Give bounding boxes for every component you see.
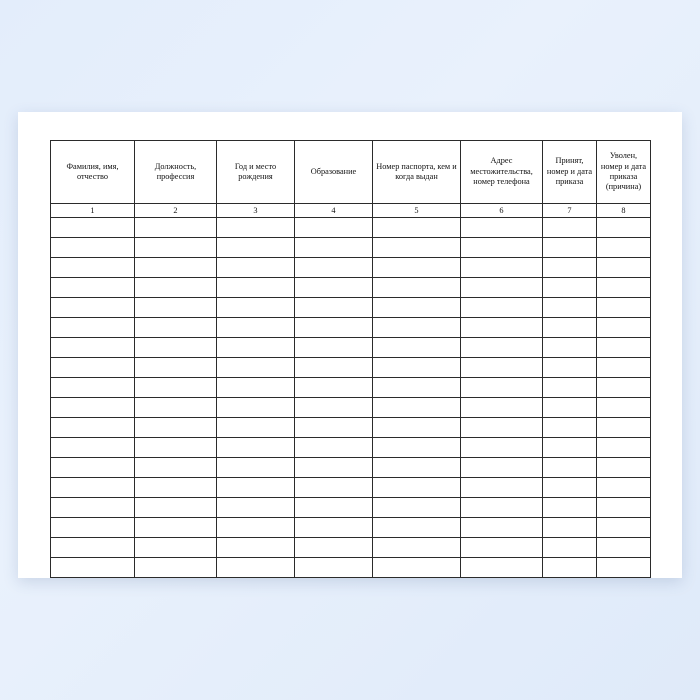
- column-number-8: 8: [597, 204, 651, 218]
- table-cell[interactable]: [461, 518, 543, 538]
- table-cell[interactable]: [373, 458, 461, 478]
- column-number-2: 2: [135, 204, 217, 218]
- table-cell[interactable]: [217, 518, 295, 538]
- table-cell[interactable]: [135, 538, 217, 558]
- table-row[interactable]: [51, 558, 651, 578]
- table-cell[interactable]: [373, 498, 461, 518]
- table-cell[interactable]: [543, 358, 597, 378]
- table-cell[interactable]: [295, 358, 373, 378]
- table-cell[interactable]: [597, 518, 651, 538]
- column-number-4: 4: [295, 204, 373, 218]
- table-cell[interactable]: [217, 238, 295, 258]
- table-cell[interactable]: [217, 258, 295, 278]
- table-cell[interactable]: [543, 418, 597, 438]
- table-cell[interactable]: [217, 478, 295, 498]
- table-header-row: [51, 141, 651, 204]
- table-cell[interactable]: [295, 218, 373, 238]
- table-cell[interactable]: [373, 418, 461, 438]
- table-cell[interactable]: [597, 538, 651, 558]
- column-header-hired: Принят, номер и дата приказа: [543, 141, 597, 204]
- table-cell[interactable]: [135, 458, 217, 478]
- table-cell[interactable]: [597, 458, 651, 478]
- table-row[interactable]: [51, 458, 651, 478]
- table-cell[interactable]: [543, 398, 597, 418]
- table-cell[interactable]: [51, 558, 135, 578]
- table-row[interactable]: [51, 238, 651, 258]
- table-cell[interactable]: [217, 418, 295, 438]
- table-cell[interactable]: [295, 538, 373, 558]
- table-cell[interactable]: [461, 338, 543, 358]
- table-cell[interactable]: [51, 458, 135, 478]
- table-cell[interactable]: [135, 478, 217, 498]
- table-cell[interactable]: [461, 218, 543, 238]
- table-cell[interactable]: [51, 238, 135, 258]
- table-cell[interactable]: [51, 478, 135, 498]
- table-cell[interactable]: [543, 238, 597, 258]
- table-cell[interactable]: [51, 338, 135, 358]
- table-cell[interactable]: [51, 318, 135, 338]
- table-cell[interactable]: [543, 258, 597, 278]
- table-cell[interactable]: [461, 318, 543, 338]
- table-cell[interactable]: [461, 358, 543, 378]
- table-cell[interactable]: [51, 298, 135, 318]
- table-cell[interactable]: [295, 418, 373, 438]
- table-cell[interactable]: [461, 478, 543, 498]
- table-cell[interactable]: [461, 418, 543, 438]
- table-cell[interactable]: [461, 238, 543, 258]
- table-cell[interactable]: [543, 318, 597, 338]
- column-header-education: Образование: [295, 141, 373, 204]
- table-row[interactable]: [51, 478, 651, 498]
- table-cell[interactable]: [597, 378, 651, 398]
- table-cell[interactable]: [135, 398, 217, 418]
- table-cell[interactable]: [295, 238, 373, 258]
- table-row[interactable]: [51, 378, 651, 398]
- table-cell[interactable]: [373, 218, 461, 238]
- table-cell[interactable]: [597, 398, 651, 418]
- table-header: [51, 141, 651, 218]
- table-cell[interactable]: [597, 258, 651, 278]
- table-cell[interactable]: [295, 458, 373, 478]
- table-cell[interactable]: [373, 278, 461, 298]
- table-cell[interactable]: [373, 358, 461, 378]
- table-cell[interactable]: [295, 318, 373, 338]
- table-cell[interactable]: [461, 438, 543, 458]
- table-row[interactable]: [51, 358, 651, 378]
- table-cell[interactable]: [461, 298, 543, 318]
- table-cell[interactable]: [51, 518, 135, 538]
- table-cell[interactable]: [373, 438, 461, 458]
- column-header-dismissed: Уволен, номер и дата приказа (причина): [597, 141, 651, 204]
- table-cell[interactable]: [51, 218, 135, 238]
- table-cell[interactable]: [217, 278, 295, 298]
- table-cell[interactable]: [597, 438, 651, 458]
- table-cell[interactable]: [217, 438, 295, 458]
- table-cell[interactable]: [51, 258, 135, 278]
- table-cell[interactable]: [373, 338, 461, 358]
- column-header-position: Должность, профессия: [135, 141, 217, 204]
- table-cell[interactable]: [135, 558, 217, 578]
- table-cell[interactable]: [217, 358, 295, 378]
- table-cell[interactable]: [373, 318, 461, 338]
- table-cell[interactable]: [295, 398, 373, 418]
- table-cell[interactable]: [373, 558, 461, 578]
- column-header-birth: Год и место рождения: [217, 141, 295, 204]
- table-cell[interactable]: [295, 278, 373, 298]
- table-cell[interactable]: [295, 478, 373, 498]
- table-row[interactable]: [51, 318, 651, 338]
- register-table-wrapper: [50, 140, 650, 578]
- table-cell[interactable]: [295, 438, 373, 458]
- table-cell[interactable]: [373, 518, 461, 538]
- table-cell[interactable]: [543, 438, 597, 458]
- table-cell[interactable]: [135, 318, 217, 338]
- table-cell[interactable]: [597, 238, 651, 258]
- table-cell[interactable]: [543, 458, 597, 478]
- table-cell[interactable]: [461, 398, 543, 418]
- table-cell[interactable]: [217, 218, 295, 238]
- table-cell[interactable]: [217, 318, 295, 338]
- table-cell[interactable]: [373, 258, 461, 278]
- table-cell[interactable]: [543, 278, 597, 298]
- column-number-7: 7: [543, 204, 597, 218]
- table-cell[interactable]: [543, 298, 597, 318]
- table-cell[interactable]: [543, 338, 597, 358]
- table-cell[interactable]: [461, 458, 543, 478]
- table-cell[interactable]: [217, 398, 295, 418]
- table-cell[interactable]: [217, 378, 295, 398]
- table-cell[interactable]: [543, 378, 597, 398]
- table-cell[interactable]: [295, 558, 373, 578]
- document-page: [18, 112, 682, 578]
- table-cell[interactable]: [135, 218, 217, 238]
- table-body: [51, 218, 651, 578]
- table-cell[interactable]: [543, 218, 597, 238]
- table-cell[interactable]: [597, 218, 651, 238]
- table-cell[interactable]: [597, 278, 651, 298]
- table-cell[interactable]: [597, 298, 651, 318]
- table-cell[interactable]: [217, 498, 295, 518]
- table-cell[interactable]: [295, 378, 373, 398]
- table-row[interactable]: [51, 298, 651, 318]
- table-cell[interactable]: [543, 498, 597, 518]
- table-cell[interactable]: [135, 498, 217, 518]
- table-cell[interactable]: [217, 298, 295, 318]
- table-cell[interactable]: [135, 438, 217, 458]
- table-row[interactable]: [51, 418, 651, 438]
- table-cell[interactable]: [295, 338, 373, 358]
- table-cell[interactable]: [135, 298, 217, 318]
- table-cell[interactable]: [597, 478, 651, 498]
- table-cell[interactable]: [543, 478, 597, 498]
- table-cell[interactable]: [295, 298, 373, 318]
- table-cell[interactable]: [461, 558, 543, 578]
- table-cell[interactable]: [597, 358, 651, 378]
- table-cell[interactable]: [543, 518, 597, 538]
- table-cell[interactable]: [135, 258, 217, 278]
- table-cell[interactable]: [373, 298, 461, 318]
- table-cell[interactable]: [135, 278, 217, 298]
- column-header-fullname: Фамилия, имя, отчество: [51, 141, 135, 204]
- table-cell[interactable]: [461, 538, 543, 558]
- column-number-3: 3: [217, 204, 295, 218]
- table-cell[interactable]: [597, 338, 651, 358]
- table-cell[interactable]: [295, 518, 373, 538]
- table-cell[interactable]: [461, 278, 543, 298]
- table-row[interactable]: [51, 398, 651, 418]
- table-cell[interactable]: [217, 558, 295, 578]
- table-cell[interactable]: [597, 318, 651, 338]
- table-cell[interactable]: [373, 238, 461, 258]
- table-cell[interactable]: [295, 498, 373, 518]
- table-cell[interactable]: [217, 458, 295, 478]
- table-cell[interactable]: [51, 398, 135, 418]
- table-cell[interactable]: [373, 398, 461, 418]
- table-row[interactable]: [51, 218, 651, 238]
- table-cell[interactable]: [51, 378, 135, 398]
- table-cell[interactable]: [597, 558, 651, 578]
- table-cell[interactable]: [135, 358, 217, 378]
- column-header-passport: Номер паспорта, кем и когда выдан: [373, 141, 461, 204]
- register-table: [50, 140, 651, 578]
- table-cell[interactable]: [217, 538, 295, 558]
- table-cell[interactable]: [543, 558, 597, 578]
- table-cell[interactable]: [51, 358, 135, 378]
- column-number-row: [51, 204, 651, 218]
- table-row[interactable]: [51, 518, 651, 538]
- table-cell[interactable]: [51, 418, 135, 438]
- table-cell[interactable]: [461, 378, 543, 398]
- table-cell[interactable]: [217, 338, 295, 358]
- table-row[interactable]: [51, 258, 651, 278]
- column-number-1: 1: [51, 204, 135, 218]
- table-row[interactable]: [51, 278, 651, 298]
- table-cell[interactable]: [543, 538, 597, 558]
- table-cell[interactable]: [597, 498, 651, 518]
- table-cell[interactable]: [51, 438, 135, 458]
- table-cell[interactable]: [135, 418, 217, 438]
- table-cell[interactable]: [373, 478, 461, 498]
- table-cell[interactable]: [373, 538, 461, 558]
- table-row[interactable]: [51, 498, 651, 518]
- table-row[interactable]: [51, 438, 651, 458]
- table-cell[interactable]: [135, 338, 217, 358]
- table-cell[interactable]: [295, 258, 373, 278]
- table-cell[interactable]: [373, 378, 461, 398]
- table-cell[interactable]: [135, 518, 217, 538]
- column-number-6: 6: [461, 204, 543, 218]
- table-row[interactable]: [51, 538, 651, 558]
- table-row[interactable]: [51, 338, 651, 358]
- table-cell[interactable]: [51, 538, 135, 558]
- table-cell[interactable]: [135, 238, 217, 258]
- table-cell[interactable]: [135, 378, 217, 398]
- table-cell[interactable]: [597, 418, 651, 438]
- column-header-address: Адрес местожительства, номер телефона: [461, 141, 543, 204]
- table-cell[interactable]: [51, 498, 135, 518]
- table-cell[interactable]: [461, 498, 543, 518]
- column-number-5: 5: [373, 204, 461, 218]
- table-cell[interactable]: [461, 258, 543, 278]
- table-cell[interactable]: [51, 278, 135, 298]
